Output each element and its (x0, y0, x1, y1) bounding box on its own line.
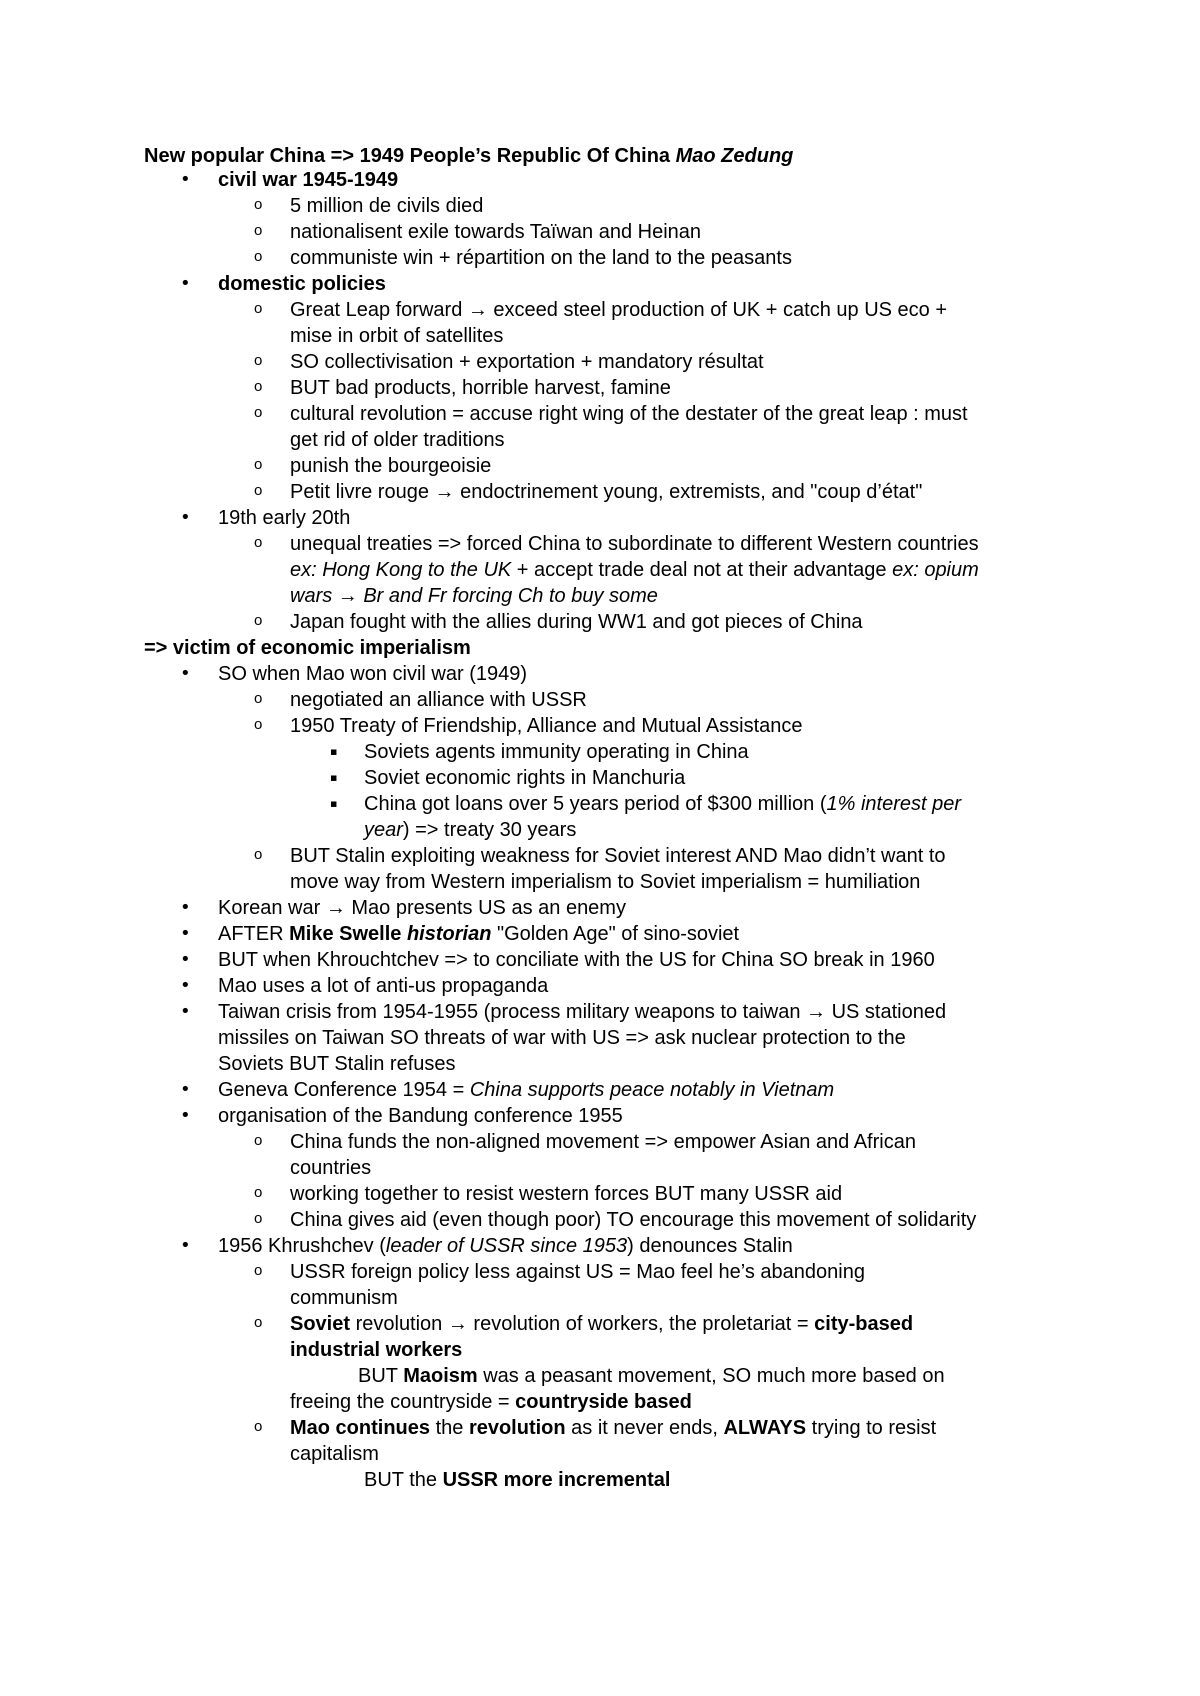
body-text: the (430, 1417, 469, 1439)
list-item: Taiwan crisis from 1954-1955 (process military weapons to taiwan → US stationed (218, 1001, 947, 1023)
bullet-circle: o (254, 1210, 263, 1227)
bold-text: Mao continues (290, 1417, 431, 1439)
bullet-dot: • (180, 1079, 191, 1100)
bullet-circle: o (254, 1262, 263, 1279)
bold-text: USSR more incremental (442, 1469, 671, 1491)
bullet-circle: o (254, 1314, 263, 1331)
list-item: China funds the non-aligned movement => empower Asian and African (290, 1131, 916, 1153)
list-item-continued: mise in orbit of satellites (290, 325, 504, 347)
bullet-dot: • (180, 923, 191, 944)
bullet-circle: o (254, 690, 263, 707)
body-text: freeing the countryside = (290, 1391, 516, 1413)
bullet-dot: • (180, 663, 191, 684)
bullet-square: ▪ (330, 771, 338, 784)
body-text: Geneva Conference 1954 = (218, 1079, 470, 1101)
list-item: cultural revolution = accuse right wing of the destater of the great leap : must (290, 403, 968, 425)
list-item-continued: countries (290, 1157, 372, 1179)
body-text: as it never ends, (565, 1417, 724, 1439)
list-item-continued (290, 1390, 692, 1414)
bullet-dot: • (180, 949, 191, 970)
list-item: Great Leap forward → exceed steel production of UK + catch up US eco + (290, 299, 948, 321)
bullet-dot: • (180, 273, 191, 294)
bullet-square: ▪ (330, 745, 338, 758)
list-item (364, 792, 961, 816)
list-item: negotiated an alliance with USSR (290, 689, 587, 711)
list-item (218, 1234, 793, 1258)
body-text: was a peasant movement, SO much more based on (477, 1365, 945, 1387)
bullet-circle: o (254, 248, 263, 265)
bullet-circle: o (254, 612, 263, 629)
bullet-circle: o (254, 404, 263, 421)
bullet-circle: o (254, 456, 263, 473)
bullet-dot: • (180, 507, 191, 528)
list-item-continued: wars → Br and Fr forcing Ch to buy some (290, 585, 658, 607)
bold-text: revolution (468, 1417, 566, 1439)
list-item (218, 1078, 834, 1102)
list-item: 1950 Treaty of Friendship, Alliance and Mutual Assistance (290, 715, 803, 737)
list-item: BUT Stalin exploiting weakness for Soviet interest AND Mao didn’t want to (290, 845, 946, 867)
body-text: AFTER (218, 923, 290, 945)
emphasis-text: 1% interest per (826, 793, 961, 815)
body-text: trying to resist (806, 1417, 937, 1439)
bullet-circle: o (254, 1184, 263, 1201)
heading-domestic-policies: domestic policies (218, 273, 386, 295)
list-item: Japan fought with the allies during WW1 and got pieces of China (290, 611, 863, 633)
bullet-dot: • (180, 169, 191, 190)
list-item-continued (364, 818, 576, 842)
list-item-continued: industrial workers (290, 1339, 463, 1361)
bullet-circle: o (254, 1132, 263, 1149)
historian-label: historian (406, 923, 492, 945)
bold-text: ALWAYS (723, 1417, 807, 1439)
body-text: "Golden Age" of sino-soviet (491, 923, 740, 945)
bullet-circle: o (254, 300, 263, 317)
list-item: BUT when Khrouchtchev => to conciliate with the US for China SO break in 1960 (218, 949, 935, 971)
bullet-circle: o (254, 534, 263, 551)
body-text: 1956 Khrushchev ( (218, 1235, 386, 1257)
section-heading: => victim of economic imperialism (144, 637, 471, 659)
list-item: communiste win + répartition on the land to the peasants (290, 247, 792, 269)
list-item: 5 million de civils died (290, 195, 484, 217)
list-item: Korean war → Mao presents US as an enemy (218, 897, 626, 919)
title-text: New popular China => 1949 People’s Republic Of China (144, 145, 676, 167)
bullet-circle: o (254, 1418, 263, 1435)
historian-name: Mike Swelle (289, 923, 407, 945)
list-item: organisation of the Bandung conference 1955 (218, 1105, 623, 1127)
list-item: Mao uses a lot of anti-us propaganda (218, 975, 549, 997)
list-item: SO collectivisation + exportation + mandatory résultat (290, 351, 764, 373)
list-item: nationalisent exile towards Taïwan and Heinan (290, 221, 702, 243)
doc-title (144, 144, 793, 168)
list-item: punish the bourgeoisie (290, 455, 492, 477)
bullet-dot: • (180, 897, 191, 918)
emphasis-text: year (364, 819, 403, 841)
list-item: USSR foreign policy less against US = Mao feel he’s abandoning (290, 1261, 865, 1283)
list-item: Petit livre rouge → endoctrinement young, extremists, and "coup d’état" (290, 481, 923, 503)
list-item: Soviet economic rights in Manchuria (364, 767, 686, 789)
bullet-circle: o (254, 378, 263, 395)
list-item-continued: missiles on Taiwan SO threats of war with US => ask nuclear protection to the (218, 1027, 906, 1049)
list-item-continued: communism (290, 1287, 398, 1309)
indented-text (358, 1364, 945, 1388)
bullet-circle: o (254, 482, 263, 499)
body-text: revolution → revolution of workers, the proletariat = (350, 1313, 815, 1335)
body-text: BUT the (364, 1469, 443, 1491)
list-item-continued: move way from Western imperialism to Soviet imperialism = humiliation (290, 871, 921, 893)
bullet-square: ▪ (330, 797, 338, 810)
list-item-continued: Soviets BUT Stalin refuses (218, 1053, 456, 1075)
body-text: + accept trade deal not at their advantage (511, 559, 893, 581)
list-item: China gives aid (even though poor) TO encourage this movement of solidarity (290, 1209, 977, 1231)
indented-text (364, 1468, 670, 1492)
bullet-circle: o (254, 196, 263, 213)
bullet-dot: • (180, 1105, 191, 1126)
body-text: BUT (358, 1365, 404, 1387)
bullet-dot: • (180, 975, 191, 996)
list-item (218, 922, 739, 946)
emphasis-text: China supports peace notably in Vietnam (469, 1079, 835, 1101)
list-item (290, 1416, 936, 1440)
list-item: working together to resist western forces BUT many USSR aid (290, 1183, 843, 1205)
list-item (290, 1312, 913, 1336)
list-item: unequal treaties => forced China to subordinate to different Western countries (290, 533, 979, 555)
body-text: ) denounces Stalin (627, 1235, 793, 1257)
list-item: SO when Mao won civil war (1949) (218, 663, 528, 685)
bold-text: Maoism (403, 1365, 478, 1387)
body-text: China got loans over 5 years period of $300 million ( (364, 793, 827, 815)
example-text: ex: Hong Kong to the UK (290, 559, 512, 581)
bullet-circle: o (254, 716, 263, 733)
heading-civil-war: civil war 1945-1949 (218, 169, 399, 191)
title-person: Mao Zedung (675, 145, 794, 167)
list-item: 19th early 20th (218, 507, 351, 529)
list-item-continued: get rid of older traditions (290, 429, 505, 451)
bold-text: countryside based (515, 1391, 692, 1413)
list-item-continued (290, 558, 979, 582)
bold-text: Soviet (290, 1313, 351, 1335)
bullet-dot: • (180, 1001, 191, 1022)
bullet-circle: o (254, 846, 263, 863)
emphasis-text: leader of USSR since 1953 (385, 1235, 628, 1257)
list-item-continued: capitalism (290, 1443, 379, 1465)
bullet-circle: o (254, 352, 263, 369)
bold-text: city-based (814, 1313, 914, 1335)
list-item: Soviets agents immunity operating in China (364, 741, 749, 763)
list-item: BUT bad products, horrible harvest, famine (290, 377, 671, 399)
bullet-dot: • (180, 1235, 191, 1256)
example-text: ex: opium (892, 559, 979, 581)
body-text: ) => treaty 30 years (402, 819, 577, 841)
bullet-circle: o (254, 222, 263, 239)
